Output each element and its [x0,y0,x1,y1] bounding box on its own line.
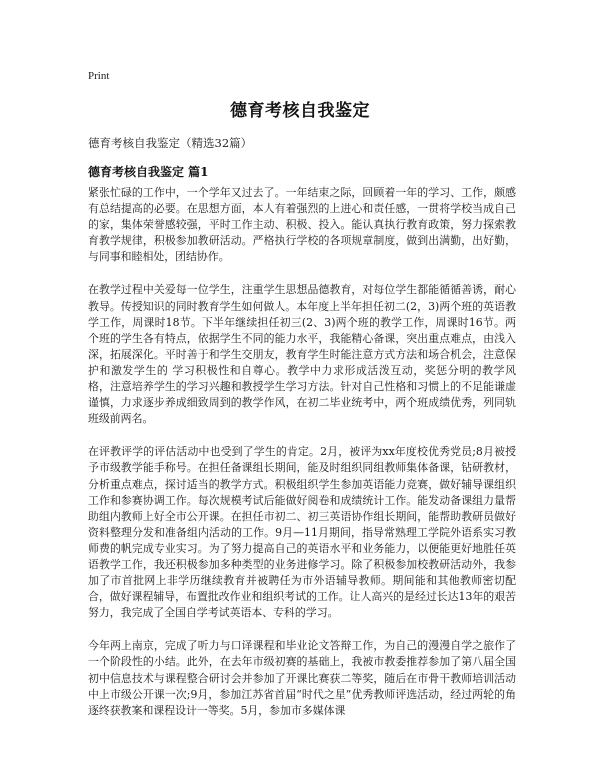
print-link[interactable]: Print [88,70,110,82]
paragraph: 在教学过程中关爱每一位学生，注重学生思想品德教育，对每位学生都能循循善诱，耐心教导。传授知识的同时教育学生如何做人。本年度上半年担任初二(2，3)两个班的英语教学工作，周课时18节。下半年继续担任初三(2、3)两个班的教学工作，周课时16节。两个班的学生各有特点，依据学生不同的能力水平，我能精心备课，突出重点难点，由浅入深，拓展深化。平时善于和学生交朋友，教育学生时能注意方式方法和场合机会，注意保护和激发学生的 学习积极性和自尊心。教学中力求形成活泼互动，奖惩分明的教学风格，注意培养学生的学习兴趣和教授学生学习方法。针对自己性格和习惯上的不足能谦虚谨慎，力求逐步养成细致周到的教学作风，在初二毕业统考中，两个班成绩优秀，列同轨班级前两名。 [88,283,516,426]
paragraph: 紧张忙碌的工作中，一个学年又过去了。一年结束之际，回顾着一年的学习、工作，颇感有总结提高的必要。在思想方面，本人有着强烈的上进心和责任感，一贯将学校当成自己的家，集体荣誉感较强，平时工作主动、积极、投入。能认真执行教育政策，努力探索教育教学规律，积极参加教研活动。严格执行学校的各项规章制度，做到出满勤，出好勤，与同事和睦相处，团结协作。 [88,186,516,264]
article-body [88,185,516,736]
document-subtitle: 德育考核自我鉴定（精选32篇） [88,136,253,150]
paragraph: 在评教评学的评估活动中也受到了学生的肯定。2月，被评为xx年度校优秀党员;8月被授予市级教学能手称号。在担任备课组长期间，能及时组织同组教师集体备课，钻研教材，分析重点难点，探讨适当的教学方式。积极组织学生参加英语能力竞赛，做好辅导课组织工作和参赛协调工作。每次规模考试后能做好阅卷和成绩统计工作。能发动备课组力量帮助组内教师上好全市公开课。在担任市初二、初三英语协作组长期间，能帮助教研员做好资料整理分发和准备组内活动的工作。9月—11月期间，指导常熟理工学院外语系实习教师费的帆完成专业实习。为了努力提高自己的英语水平和业务能力，以便能更好地胜任英语教学工作，我还积极参加多种类型的业务进修学习。除了积极参加校教研活动外，我参加了市首批网上非学历继续教育并被聘任为市外语辅导教师。期间能和其他教师密切配合，做好课程辅导，布置批改作业和组织考试的工作。让人高兴的是经过长达13年的艰苦努力，我完成了全国自学考试英语本、专科的学习。 [88,445,516,620]
section-heading: 德育考核自我鉴定 篇1 [88,165,209,179]
paragraph: 今年两上南京，完成了听力与口译课程和毕业论文答辩工作，为自己的漫漫自学之旅作了一个阶段性的小结。此外，在去年市级初赛的基础上，我被市教委推荐参加了第八届全国初中信息技术与课程整合研讨会并参加了开课比赛获二等奖，随后在市骨干教师培训活动中上市级公开课一次;9月，参加江苏省首届“时代之星”优秀教师评选活动，经过两轮的角逐终获教案和课程设计一等奖。5月，参加市多媒体课 [88,639,516,717]
page-title: 德育考核自我鉴定 [230,101,370,121]
